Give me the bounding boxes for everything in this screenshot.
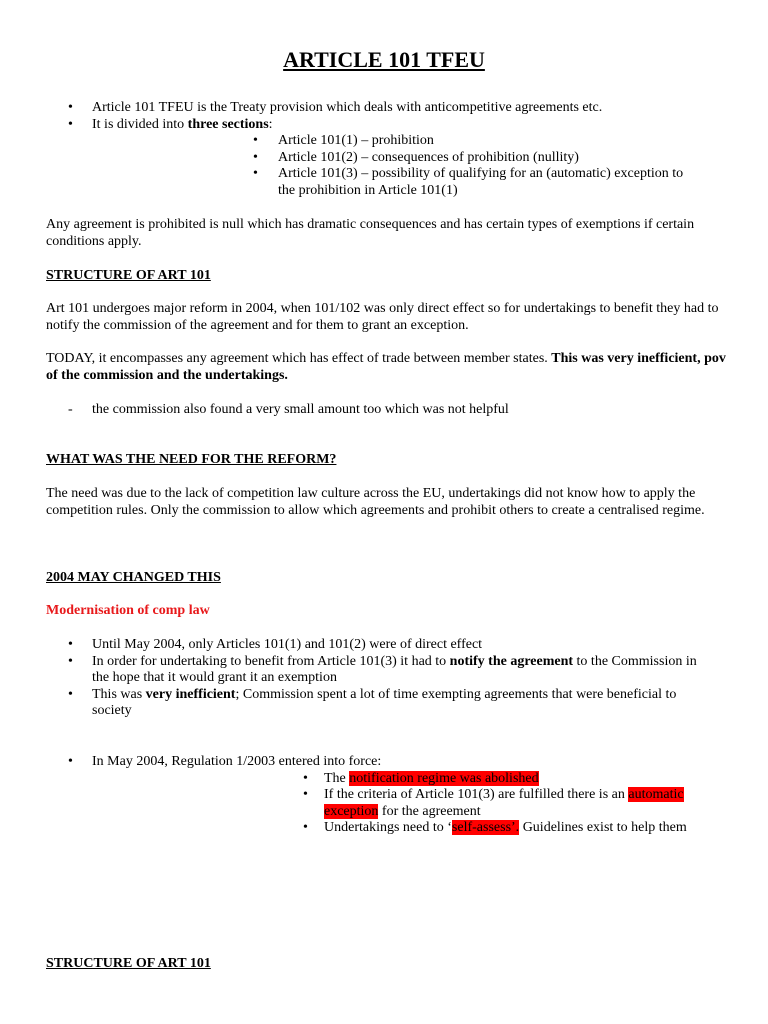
dash-list [46, 402, 726, 419]
list-item: - the commission also found a very small amount too which was not helpful [46, 402, 726, 419]
sub-list-item: • The notification regime was abolished [46, 771, 726, 788]
section-item: • Article 101(2) – consequences of prohibition (nullity) [46, 150, 726, 167]
paragraph-any-agreement: Any agreement is prohibited is null which has dramatic consequences and has certain types of exemptions if certain conditions apply. [46, 217, 695, 249]
section-item: • Article 101(3) – possibility of qualifying for an (automatic) exception to the prohibition in Article 101(1) [46, 166, 726, 199]
intro-bullets [46, 100, 726, 199]
paragraph-today: TODAY, it encompasses any agreement which has effect of trade between member states. This was very inefficient, pov of the commission and the undertakings. [46, 351, 726, 383]
list-item: • Article 101 TFEU is the Treaty provision which deals with anticompetitive agreements etc. [46, 100, 726, 117]
regulation-bullets [46, 754, 726, 837]
list-item: • In order for undertaking to benefit from Article 101(3) it had to notify the agreement to the Commission in the hope that it would grant it an exemption [46, 654, 726, 687]
list-item: • It is divided into three sections: [46, 117, 726, 134]
sub-list-item: • Undertakings need to ‘self-assess’. Guidelines exist to help them [46, 820, 726, 837]
modernisation-bullets [46, 637, 726, 720]
heading-2004: 2004 MAY CHANGED THIS [46, 570, 221, 585]
list-item: • Until May 2004, only Articles 101(1) and 101(2) were of direct effect [46, 637, 726, 654]
heading-modernisation: Modernisation of comp law [46, 603, 210, 618]
document-title: ARTICLE 101 TFEU [283, 47, 485, 72]
heading-need-for-reform: WHAT WAS THE NEED FOR THE REFORM? [46, 452, 337, 467]
list-item: • This was very inefficient; Commission spent a lot of time exempting agreements that were beneficial to society [46, 687, 726, 720]
paragraph-need: The need was due to the lack of competition law culture across the EU, undertakings did not know how to apply the competition rules. Only the commission to allow which agreements and prohibit others to create a centralised regime. [46, 486, 705, 518]
sub-list-item: • If the criteria of Article 101(3) are fulfilled there is an automatic exception for the agreement [46, 787, 726, 820]
heading-structure: STRUCTURE OF ART 101 [46, 268, 211, 283]
heading-structure-2: STRUCTURE OF ART 101 [46, 956, 211, 971]
paragraph-reform: Art 101 undergoes major reform in 2004, when 101/102 was only direct effect so for undertakings to benefit they had to notify the commission of the agreement and for them to grant an exception. [46, 301, 719, 333]
section-item: • Article 101(1) – prohibition [46, 133, 726, 150]
list-item: • In May 2004, Regulation 1/2003 entered into force: [46, 754, 726, 771]
